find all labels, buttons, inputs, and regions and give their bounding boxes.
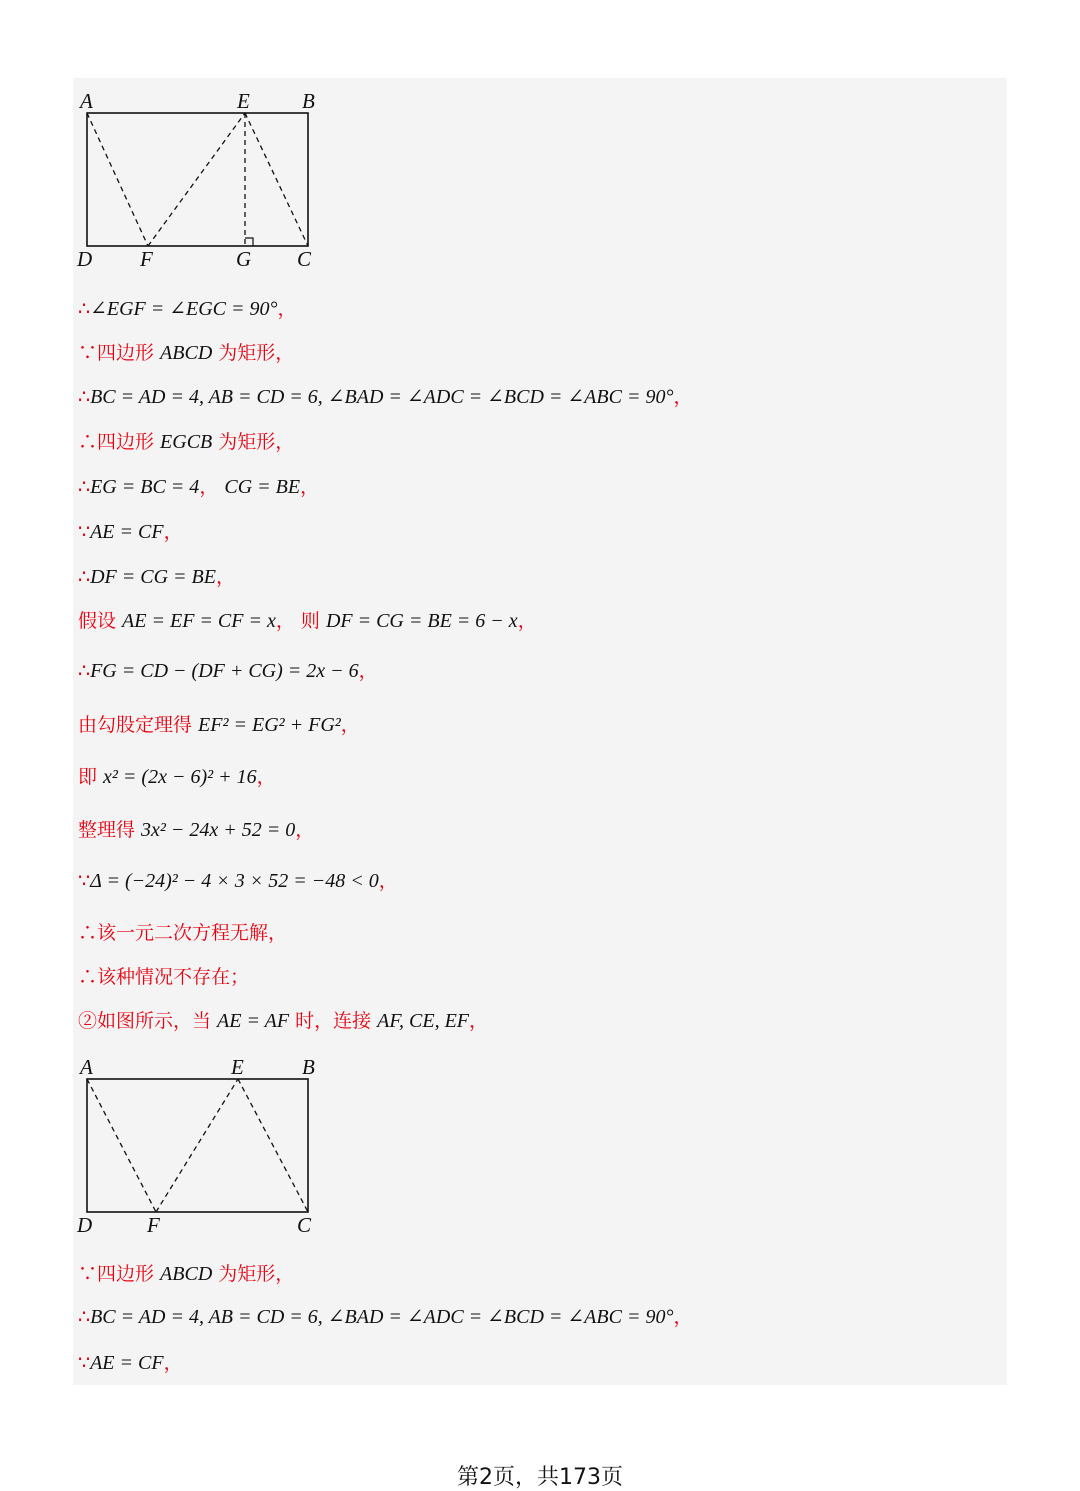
explanation-text: ， — [256, 766, 276, 788]
explanation-text: ∴ — [78, 566, 91, 588]
math-expression: CG = BE — [224, 476, 301, 498]
label-d: D — [77, 1213, 93, 1237]
explanation-text: 时，连接 — [289, 1010, 378, 1032]
solution-line — [78, 519, 183, 545]
math-expression: ABCD — [160, 1263, 213, 1285]
math-expression: ABCD — [160, 342, 213, 364]
solution-line — [78, 474, 319, 500]
segment-ec — [245, 113, 308, 246]
explanation-text: ∴ — [78, 386, 91, 408]
explanation-text: ， — [469, 1010, 489, 1032]
segment-fe — [148, 113, 245, 246]
label-e: E — [231, 1055, 244, 1079]
math-expression: 3x² − 24x + 52 = 0 — [141, 819, 296, 841]
label-f: F — [140, 247, 153, 271]
math-expression: DF = CG = BE = 6 − x — [325, 610, 518, 632]
segment-ec — [238, 1079, 308, 1212]
label-a: A — [80, 89, 93, 113]
explanation-text: ∵四边形 — [78, 342, 161, 364]
explanation-text: ， — [673, 1306, 693, 1328]
explanation-text: 整理得 — [78, 819, 142, 841]
solution-line — [78, 964, 249, 990]
solution-line — [78, 1304, 692, 1330]
explanation-text: ∴ — [78, 660, 91, 682]
solution-line — [78, 920, 287, 946]
figure-rectangle-1 — [74, 88, 334, 273]
math-expression: BC = AD = 4, AB = CD = 6, ∠BAD = ∠ADC = ∠BCD = ∠ABC = 90° — [90, 386, 674, 408]
explanation-text: ， — [300, 476, 320, 498]
explanation-text: ∴ — [78, 298, 91, 320]
solution-line — [78, 340, 294, 366]
explanation-text: ， — [358, 660, 378, 682]
explanation-text: ， — [295, 819, 315, 841]
segment-fe — [156, 1079, 238, 1212]
math-expression: DF = CG = BE — [90, 566, 216, 588]
explanation-text: ， — [673, 386, 693, 408]
explanation-text: ②如图所示，当 — [78, 1010, 218, 1032]
label-f: F — [147, 1213, 160, 1237]
math-expression: Δ = (−24)² − 4 × 3 × 52 = −48 < 0 — [90, 870, 379, 892]
explanation-text: ， — [340, 714, 360, 736]
explanation-text: ∴ — [78, 476, 91, 498]
explanation-text: ∵ — [78, 870, 91, 892]
explanation-text: 由勾股定理得 — [78, 714, 199, 736]
label-d: D — [77, 247, 93, 271]
math-expression: AE = CF — [90, 521, 164, 543]
solution-line — [78, 384, 692, 410]
solution-line — [78, 1350, 183, 1376]
explanation-text: ， — [378, 870, 398, 892]
explanation-text: ， 则 — [275, 610, 326, 632]
solution-line — [78, 817, 314, 843]
rectangle-abcd — [87, 1079, 308, 1212]
label-e: E — [237, 89, 250, 113]
math-expression: EF² = EG² + FG² — [198, 714, 341, 736]
label-b: B — [302, 1055, 315, 1079]
solution-line — [78, 429, 294, 455]
rectangle-abcd — [87, 113, 308, 246]
math-expression: EGCB — [160, 431, 213, 453]
explanation-text: ∴ — [78, 1306, 91, 1328]
explanation-text: 为矩形， — [212, 431, 295, 453]
math-expression: AE = EF = CF = x — [122, 610, 276, 632]
explanation-text: ， — [163, 1352, 183, 1374]
explanation-text: ， — [163, 521, 183, 543]
label-c: C — [297, 1213, 312, 1237]
segment-af — [87, 113, 148, 246]
solution-line — [78, 296, 297, 322]
explanation-text: 假设 — [78, 610, 123, 632]
explanation-text: 即 — [78, 766, 104, 788]
solution-line — [78, 868, 398, 894]
label-c: C — [297, 247, 312, 271]
explanation-text: ， — [215, 566, 235, 588]
segment-af — [87, 1079, 156, 1212]
explanation-text: ， — [277, 298, 297, 320]
explanation-text: ， — [199, 476, 225, 498]
label-g: G — [236, 247, 252, 271]
math-expression: EG = BC = 4 — [90, 476, 200, 498]
explanation-text: ∴四边形 — [78, 431, 161, 453]
label-b: B — [302, 89, 315, 113]
solution-line — [78, 608, 537, 634]
solution-line — [78, 1261, 294, 1287]
solution-line — [78, 564, 235, 590]
label-a: A — [80, 1055, 93, 1079]
right-angle-mark — [245, 238, 253, 246]
explanation-text: ， — [517, 610, 537, 632]
page-number: 第2页，共173页 — [457, 1465, 623, 1490]
solution-line — [78, 1008, 488, 1034]
explanation-text: ∵ — [78, 1352, 91, 1374]
math-expression: x² = (2x − 6)² + 16 — [103, 766, 257, 788]
explanation-text: 为矩形， — [212, 1263, 295, 1285]
explanation-text: ∴该种情况不存在； — [78, 966, 250, 988]
explanation-text: 为矩形， — [212, 342, 295, 364]
math-expression: ∠EGF = ∠EGC = 90° — [90, 298, 278, 320]
solution-line — [78, 712, 360, 738]
explanation-text: ∵ — [78, 521, 91, 543]
math-expression: BC = AD = 4, AB = CD = 6, ∠BAD = ∠ADC = ∠BCD = ∠ABC = 90° — [90, 1306, 674, 1328]
explanation-text: ∵四边形 — [78, 1263, 161, 1285]
math-expression: AE = CF — [90, 1352, 164, 1374]
solution-line — [78, 658, 378, 684]
explanation-text: ∴该一元二次方程无解， — [78, 922, 288, 944]
figure-rectangle-2 — [74, 1054, 334, 1239]
math-expression: AF, CE, EF — [377, 1010, 470, 1032]
math-expression: FG = CD − (DF + CG) = 2x − 6 — [90, 660, 359, 682]
math-expression: AE = AF — [217, 1010, 290, 1032]
solution-line — [78, 764, 276, 790]
